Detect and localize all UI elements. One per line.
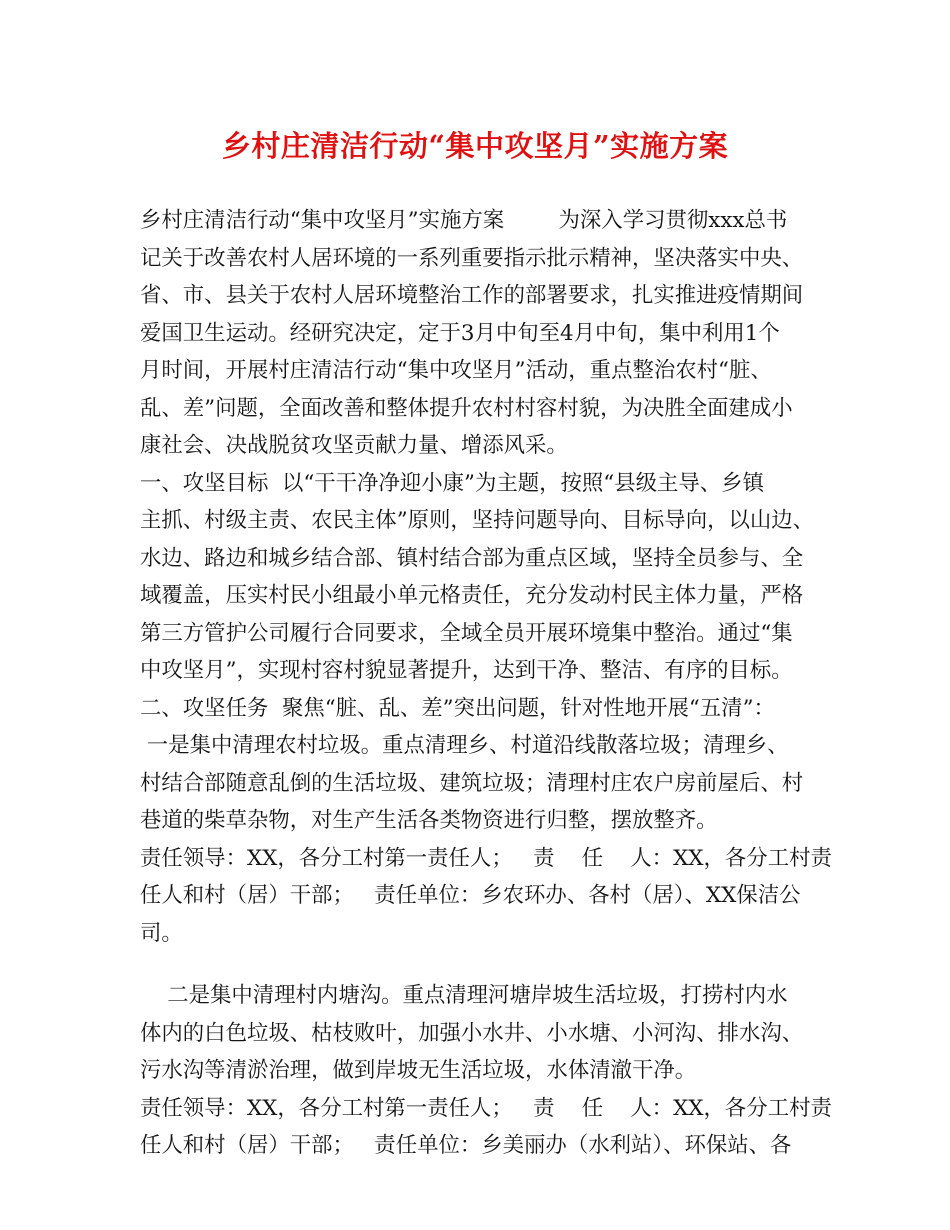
text-line: 村结合部随意乱倒的生活垃圾、建筑垃圾；清理村庄农户房前屋后、村	[140, 770, 804, 796]
text-line: 乡村庄清洁行动“集中攻坚月”实施方案 为深入学习贯彻xxx总书	[140, 208, 788, 233]
text-line: 二是集中清理村内塘沟。重点清理河塘岸坡生活垃圾，打捞村内水	[140, 983, 788, 1008]
text-line: 记关于改善农村人居环境的一系列重要指示批示精神，坚决落实中央、	[140, 245, 804, 271]
text-line: 体内的白色垃圾、枯枝败叶，加强小水井、小水塘、小河沟、排水沟、	[140, 1020, 804, 1046]
paragraph-gap	[140, 952, 830, 977]
responsibility-line: 司。	[140, 920, 183, 946]
text-line: 乱、差”问题，全面改善和整体提升农村村容村貌，为决胜全面建成小	[140, 395, 793, 421]
text-line: 巷道的柴草杂物，对生产生活各类物资进行归整，摆放整齐。	[140, 808, 718, 833]
section-heading-line: 一、攻坚目标 以“干干净净迎小康”为主题，按照“县级主导、乡镇	[140, 470, 764, 496]
document-body	[140, 202, 830, 1165]
responsibility-line: 责任领导：XX，各分工村第一责任人； 责 任 人：XX，各分工村责	[140, 845, 832, 871]
text-line: 污水沟等清淤治理，做到岸坡无生活垃圾，水体清澈干净。	[140, 1058, 697, 1083]
responsibility-line: 任人和村（居）干部； 责任单位：乡农环办、各村（居）、XX保洁公	[140, 883, 801, 908]
responsibility-line: 责任领导：XX，各分工村第一责任人； 责 任 人：XX，各分工村责	[140, 1095, 832, 1121]
text-line: 省、市、县关于农村人居环境整治工作的部署要求，扎实推进疫情期间	[140, 283, 804, 308]
text-line: 域覆盖，压实村民小组最小单元格责任，充分发动村民主体力量，严格	[140, 583, 804, 608]
text-line: 主抓、村级主责、农民主体”原则，坚持问题导向、目标导向，以山边、	[140, 508, 815, 533]
text-line: 水边、路边和城乡结合部、镇村结合部为重点区域，坚持全员参与、全	[140, 545, 804, 571]
document-title: 乡村庄清洁行动“集中攻坚月”实施方案	[221, 129, 729, 163]
text-line: 爱国卫生运动。经研究决定，定于3月中旬至4月中旬，集中利用1个	[140, 320, 780, 346]
text-line: 中攻坚月”，实现村容村貌显著提升，达到干净、整洁、有序的目标。	[140, 658, 793, 683]
text-line: 一是集中清理农村垃圾。重点清理乡、村道沿线散落垃圾；清理乡、	[140, 733, 789, 758]
text-line: 月时间，开展村庄清洁行动“集中攻坚月”活动，重点整治农村“脏、	[140, 358, 772, 383]
responsibility-line: 任人和村（居）干部； 责任单位：乡美丽办（水利站）、环保站、各	[140, 1133, 792, 1158]
section-heading-line: 二、攻坚任务 聚焦“脏、乱、差”突出问题，针对性地开展“五清”：	[140, 695, 775, 721]
text-line: 康社会、决战脱贫攻坚贡献力量、增添风采。	[140, 433, 568, 458]
text-line: 第三方管护公司履行合同要求，全域全员开展环境集中整治。通过“集	[140, 620, 793, 646]
